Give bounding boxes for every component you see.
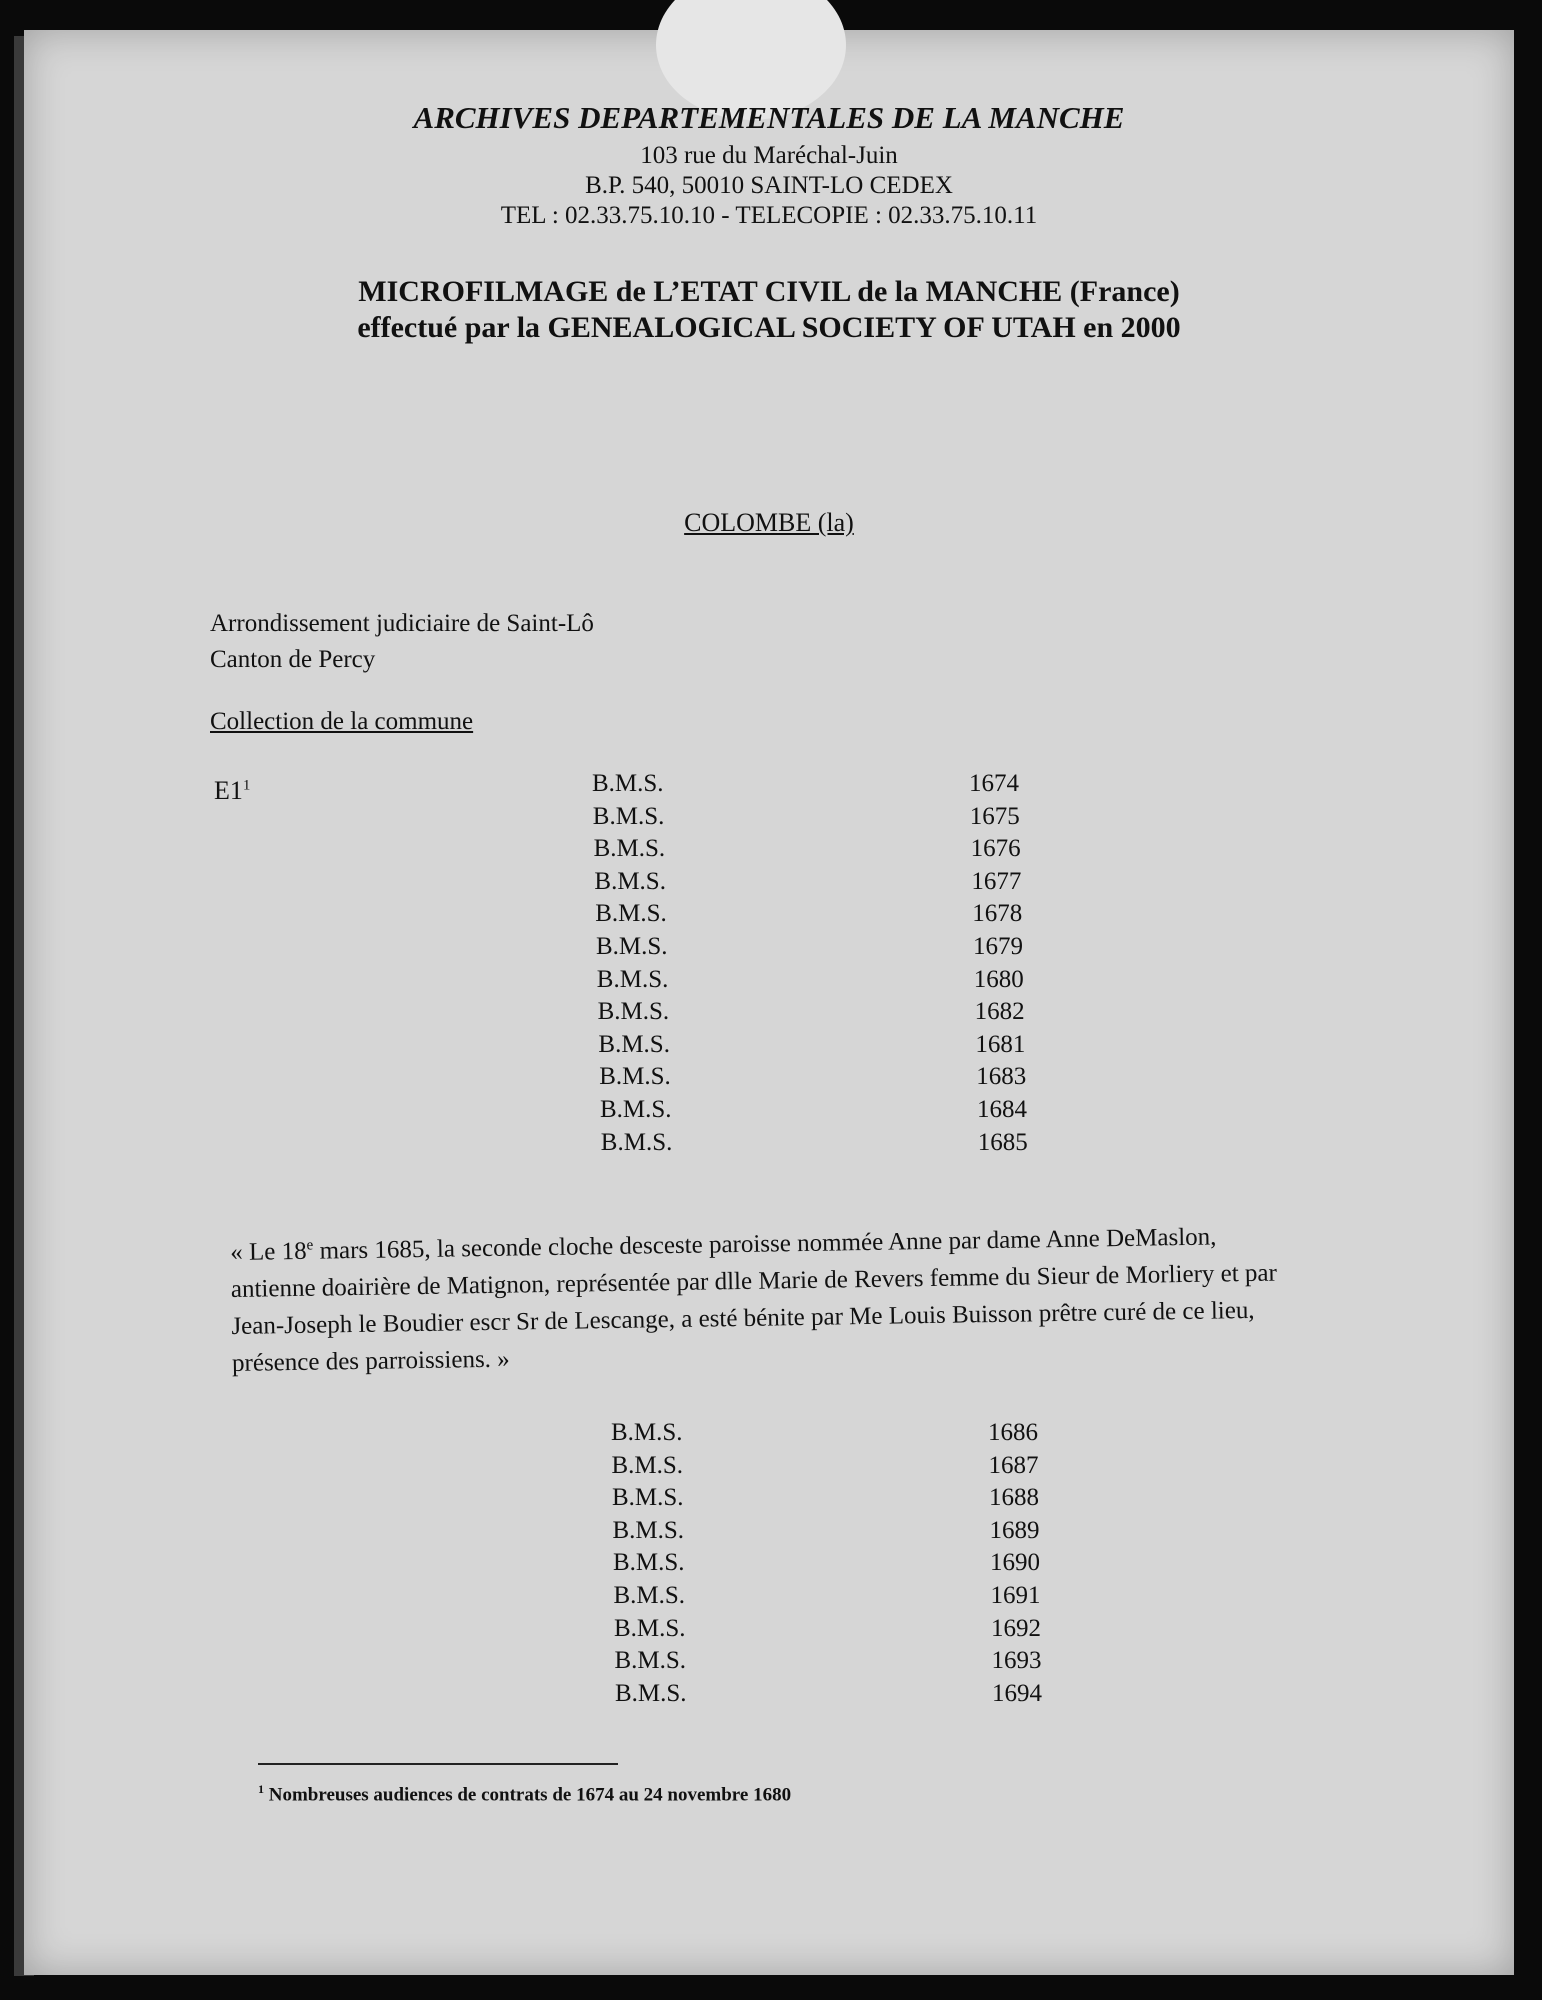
record-year: 1674 <box>969 770 1019 797</box>
record-type: B.M.S. <box>611 1451 684 1479</box>
record-year: 1682 <box>974 998 1025 1026</box>
microfilm-subtitle: effectué par la GENEALOGICAL SOCIETY OF UTAH en 2000 <box>357 311 1181 344</box>
record-year: 1688 <box>989 1484 1039 1512</box>
footnote-rule <box>258 1763 618 1765</box>
canton-line: Canton de Percy <box>210 646 376 673</box>
record-type: B.M.S. <box>596 965 669 993</box>
arrondissement-line: Arrondissement judiciaire de Saint-Lô <box>210 610 594 637</box>
collection-label: Collection de la commune <box>210 708 474 735</box>
record-year: 1690 <box>990 1549 1040 1577</box>
record-type: B.M.S. <box>593 835 666 863</box>
record-year: 1686 <box>988 1419 1038 1446</box>
record-type: B.M.S. <box>613 1582 686 1609</box>
record-year: 1678 <box>972 900 1023 928</box>
record-type: B.M.S. <box>598 1030 670 1058</box>
record-type: B.M.S. <box>600 1096 672 1123</box>
document-page <box>24 30 1514 1975</box>
record-year: 1676 <box>970 835 1021 863</box>
phone-fax-line: TEL : 02.33.75.10.10 - TELECOPIE : 02.33.75.10.11 <box>500 202 1038 229</box>
record-year: 1684 <box>977 1096 1027 1123</box>
record-type: B.M.S. <box>615 1679 687 1707</box>
footnote <box>258 1782 791 1806</box>
address-street: 103 rue du Maréchal-Juin <box>640 142 898 169</box>
record-type: B.M.S. <box>614 1614 686 1642</box>
record-year: 1689 <box>989 1516 1040 1544</box>
record-year: 1681 <box>975 1030 1026 1058</box>
archives-name: ARCHIVES DEPARTEMENTALES DE LA MANCHE <box>413 100 1125 135</box>
quote-text: mars 1685, la seconde cloche desceste paroisse nommée Anne par dame Anne DeMaslon, antienne doairière de Matignon, représentée par dlle Marie de Revers femme du Sieur de Morliery et par Jean-Joseph le Boudier escr Sr de Lescange, a esté bénite par Me Louis Buisson prêtre curé de ce lieu, présence des parroissiens. » <box>230 1223 1278 1377</box>
record-type: B.M.S. <box>600 1128 673 1156</box>
record-year: 1687 <box>988 1451 1039 1479</box>
record-year: 1692 <box>991 1614 1041 1642</box>
record-type: B.M.S. <box>612 1484 684 1512</box>
record-year: 1694 <box>992 1679 1042 1707</box>
record-type: B.M.S. <box>599 1063 671 1091</box>
record-type: B.M.S. <box>595 900 667 928</box>
address-postal: B.P. 540, 50010 SAINT-LO CEDEX <box>585 172 953 199</box>
cote-text: E1 <box>214 776 243 805</box>
record-year: 1683 <box>976 1063 1027 1091</box>
record-year: 1677 <box>971 867 1022 895</box>
record-type: B.M.S. <box>612 1516 685 1544</box>
record-type: B.M.S. <box>596 933 668 960</box>
footnote-text: Nombreuses audiences de contrats de 1674 au 24 novembre 1680 <box>264 1784 792 1806</box>
cote-footnote-mark: 1 <box>242 777 251 794</box>
record-year: 1685 <box>977 1128 1028 1156</box>
footnote-mark: 1 <box>258 1782 264 1796</box>
quote-open: « Le 18 <box>230 1237 307 1266</box>
record-year: 1680 <box>973 965 1024 993</box>
record-type: B.M.S. <box>611 1419 683 1446</box>
bell-blessing-quote <box>230 1217 1292 1382</box>
record-type: B.M.S. <box>597 998 670 1026</box>
record-year: 1691 <box>990 1582 1041 1609</box>
quote-ordinal: e <box>306 1237 314 1254</box>
record-type: B.M.S. <box>614 1647 687 1675</box>
microfilm-title: MICROFILMAGE de L’ETAT CIVIL de la MANCHE (France) <box>358 275 1180 308</box>
record-type: B.M.S. <box>613 1549 685 1577</box>
record-type: B.M.S. <box>592 802 665 830</box>
record-year: 1693 <box>991 1647 1042 1675</box>
record-type: B.M.S. <box>594 867 666 895</box>
cote-label <box>214 776 250 806</box>
record-year: 1679 <box>973 933 1023 960</box>
record-type: B.M.S. <box>592 770 664 797</box>
commune-name: COLOMBE (la) <box>684 508 854 537</box>
record-year: 1675 <box>969 802 1020 830</box>
